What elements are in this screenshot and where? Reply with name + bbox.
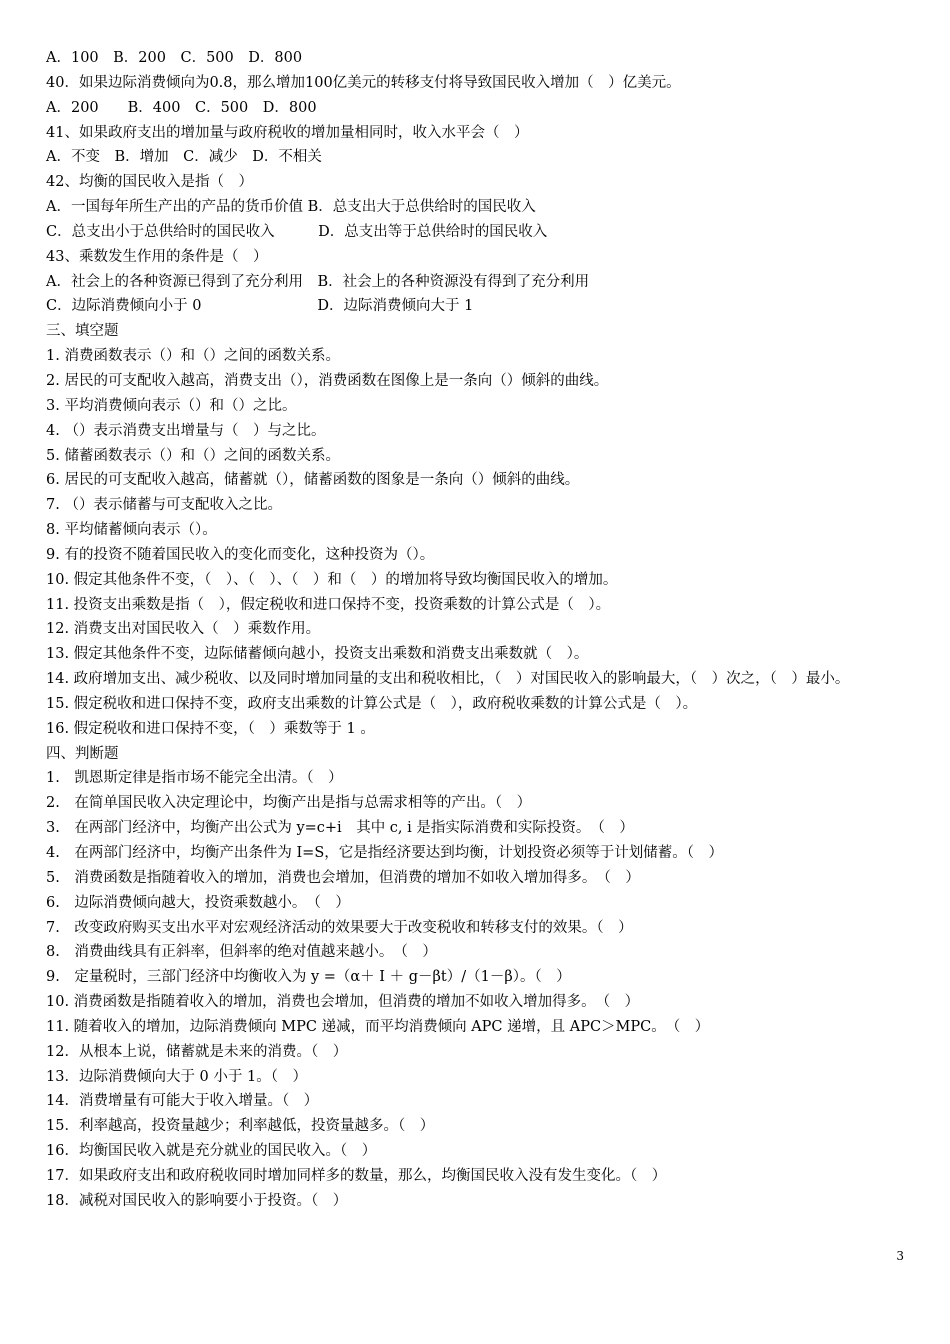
option-line-43-ab: A．社会上的各种资源已得到了充分利用 B．社会上的各种资源没有得到了充分利用 — [46, 273, 590, 290]
true-false-item-2: 2. 在简单国民收入决定理论中，均衡产出是指与总需求相等的产出。（ ） — [46, 795, 532, 812]
option-line-41: A．不变 B．增加 C．减少 D．不相关 — [46, 149, 322, 166]
option-line-40: A．200 B．400 C．500 D．800 — [46, 99, 317, 116]
true-false-item-8: 8. 消费曲线具有正斜率，但斜率的绝对值越来越小。 （ ） — [46, 944, 437, 961]
true-false-item-6: 6. 边际消费倾向越大，投资乘数越小。 （ ） — [46, 894, 350, 911]
question-43: 43、乘数发生作用的条件是（ ） — [46, 248, 268, 265]
true-false-item-17: 17．如果政府支出和政府税收同时增加同样多的数量，那么，均衡国民收入没有发生变化。（ ） — [46, 1167, 667, 1184]
fill-in-item-13: 13. 假定其他条件不变，边际储蓄倾向越小，投资支出乘数和消费支出乘数就（ ）。 — [46, 646, 589, 663]
true-false-item-4: 4. 在两部门经济中，均衡产出条件为 I=S，它是指经济要达到均衡，计划投资必须等于计划储蓄。（ ） — [46, 845, 724, 861]
option-line-42-ab: A．一国每年所生产出的产品的货币价值 B．总支出大于总供给时的国民收入 — [46, 199, 536, 216]
option-line-42-cd: C．总支出小于总供给时的国民收入 D．总支出等于总供给时的国民收入 — [46, 223, 548, 240]
true-false-item-9: 9. 定量税时，三部门经济中均衡收入为 y =（α＋ Ⅰ ＋ g－βt）/（1－β）。（ ） — [46, 969, 571, 986]
fill-in-item-14: 14. 政府增加支出、减少税收、以及同时增加同量的支出和税收相比，（ ）对国民收入的影响最大，（ ）次之，（ ）最小。 — [46, 671, 850, 688]
fill-in-item-7: 7. （）表示储蓄与可支配收入之比。 — [46, 497, 282, 514]
true-false-item-10: 10. 消费函数是指随着收入的增加，消费也会增加，但消费的增加不如收入增加得多。 （ ） — [46, 994, 640, 1011]
fill-in-item-9: 9. 有的投资不随着国民收入的变化而变化，这种投资为（）。 — [46, 546, 435, 563]
true-false-item-5: 5. 消费函数是指随着收入的增加，消费也会增加，但消费的增加不如收入增加得多。 （ ） — [46, 869, 640, 886]
true-false-item-12: 12．从根本上说，储蓄就是未来的消费。（ ） — [46, 1043, 348, 1060]
fill-in-item-16: 16. 假定税收和进口保持不变，（ ）乘数等于 1 。 — [46, 720, 375, 737]
fill-in-item-10: 10. 假定其他条件不变，（ ）、（ ）、（ ）和（ ）的增加将导致均衡国民收入的增加。 — [46, 571, 618, 588]
fill-in-item-5: 5. 储蓄函数表示（）和（）之间的函数关系。 — [46, 447, 340, 464]
question-40: 40．如果边际消费倾向为0.8，那么增加100亿美元的转移支付将导致国民收入增加（ ）亿美元。 — [46, 74, 681, 91]
document-body — [46, 46, 916, 1214]
true-false-item-3: 3. 在两部门经济中，均衡产出公式为 y=c+i 其中 c, i 是指实际消费和实际投资。 （ ） — [46, 820, 634, 837]
fill-in-item-1: 1. 消费函数表示（）和（）之间的函数关系。 — [46, 348, 340, 365]
section-heading-true-false: 四、判断题 — [46, 745, 119, 762]
fill-in-item-4: 4. （）表示消费支出增量与（ ）与之比。 — [46, 422, 326, 439]
question-42: 42、均衡的国民收入是指（ ） — [46, 174, 253, 191]
fill-in-item-6: 6. 居民的可支配收入越高，储蓄就（），储蓄函数的图象是一条向（）倾斜的曲线。 — [46, 472, 580, 489]
true-false-item-11: 11. 随着收入的增加，边际消费倾向 MPC 递减，而平均消费倾向 APC 递增，且 APC＞MPC。 （ ） — [46, 1018, 710, 1035]
fill-in-item-3: 3. 平均消费倾向表示（）和（）之比。 — [46, 397, 297, 414]
fill-in-item-2: 2. 居民的可支配收入越高，消费支出（），消费函数在图像上是一条向（）倾斜的曲线。 — [46, 372, 609, 389]
true-false-item-18: 18．减税对国民收入的影响要小于投资。（ ） — [46, 1192, 348, 1209]
true-false-item-13: 13．边际消费倾向大于 0 小于 1。（ ） — [46, 1068, 307, 1085]
true-false-item-7: 7. 改变政府购买支出水平对宏观经济活动的效果要大于改变税收和转移支付的效果。（ ） — [46, 919, 633, 936]
option-line-39: A．100 B．200 C．500 D．800 — [46, 50, 303, 66]
question-41: 41、如果政府支出的增加量与政府税收的增加量相同时，收入水平会（ ） — [46, 124, 529, 141]
section-heading-fill-in: 三、填空题 — [46, 323, 119, 340]
true-false-item-1: 1. 凯恩斯定律是指市场不能完全出清。（ ） — [46, 770, 343, 787]
fill-in-item-12: 12. 消费支出对国民收入（ ）乘数作用。 — [46, 621, 321, 638]
true-false-item-15: 15．利率越高，投资量越少；利率越低，投资量越多。（ ） — [46, 1118, 435, 1135]
fill-in-item-11: 11. 投资支出乘数是指（ ），假定税收和进口保持不变，投资乘数的计算公式是（ ）。 — [46, 596, 611, 613]
fill-in-item-15: 15. 假定税收和进口保持不变，政府支出乘数的计算公式是（ ），政府税收乘数的计算公式是（ ）。 — [46, 695, 698, 712]
option-line-43-cd: C．边际消费倾向小于 0 D．边际消费倾向大于 1 — [46, 298, 474, 315]
page-number: 3 — [896, 1249, 904, 1263]
true-false-item-16: 16．均衡国民收入就是充分就业的国民收入。（ ） — [46, 1143, 377, 1160]
fill-in-item-8: 8. 平均储蓄倾向表示（）。 — [46, 522, 217, 539]
true-false-item-14: 14．消费增量有可能大于收入增量。（ ） — [46, 1093, 319, 1110]
